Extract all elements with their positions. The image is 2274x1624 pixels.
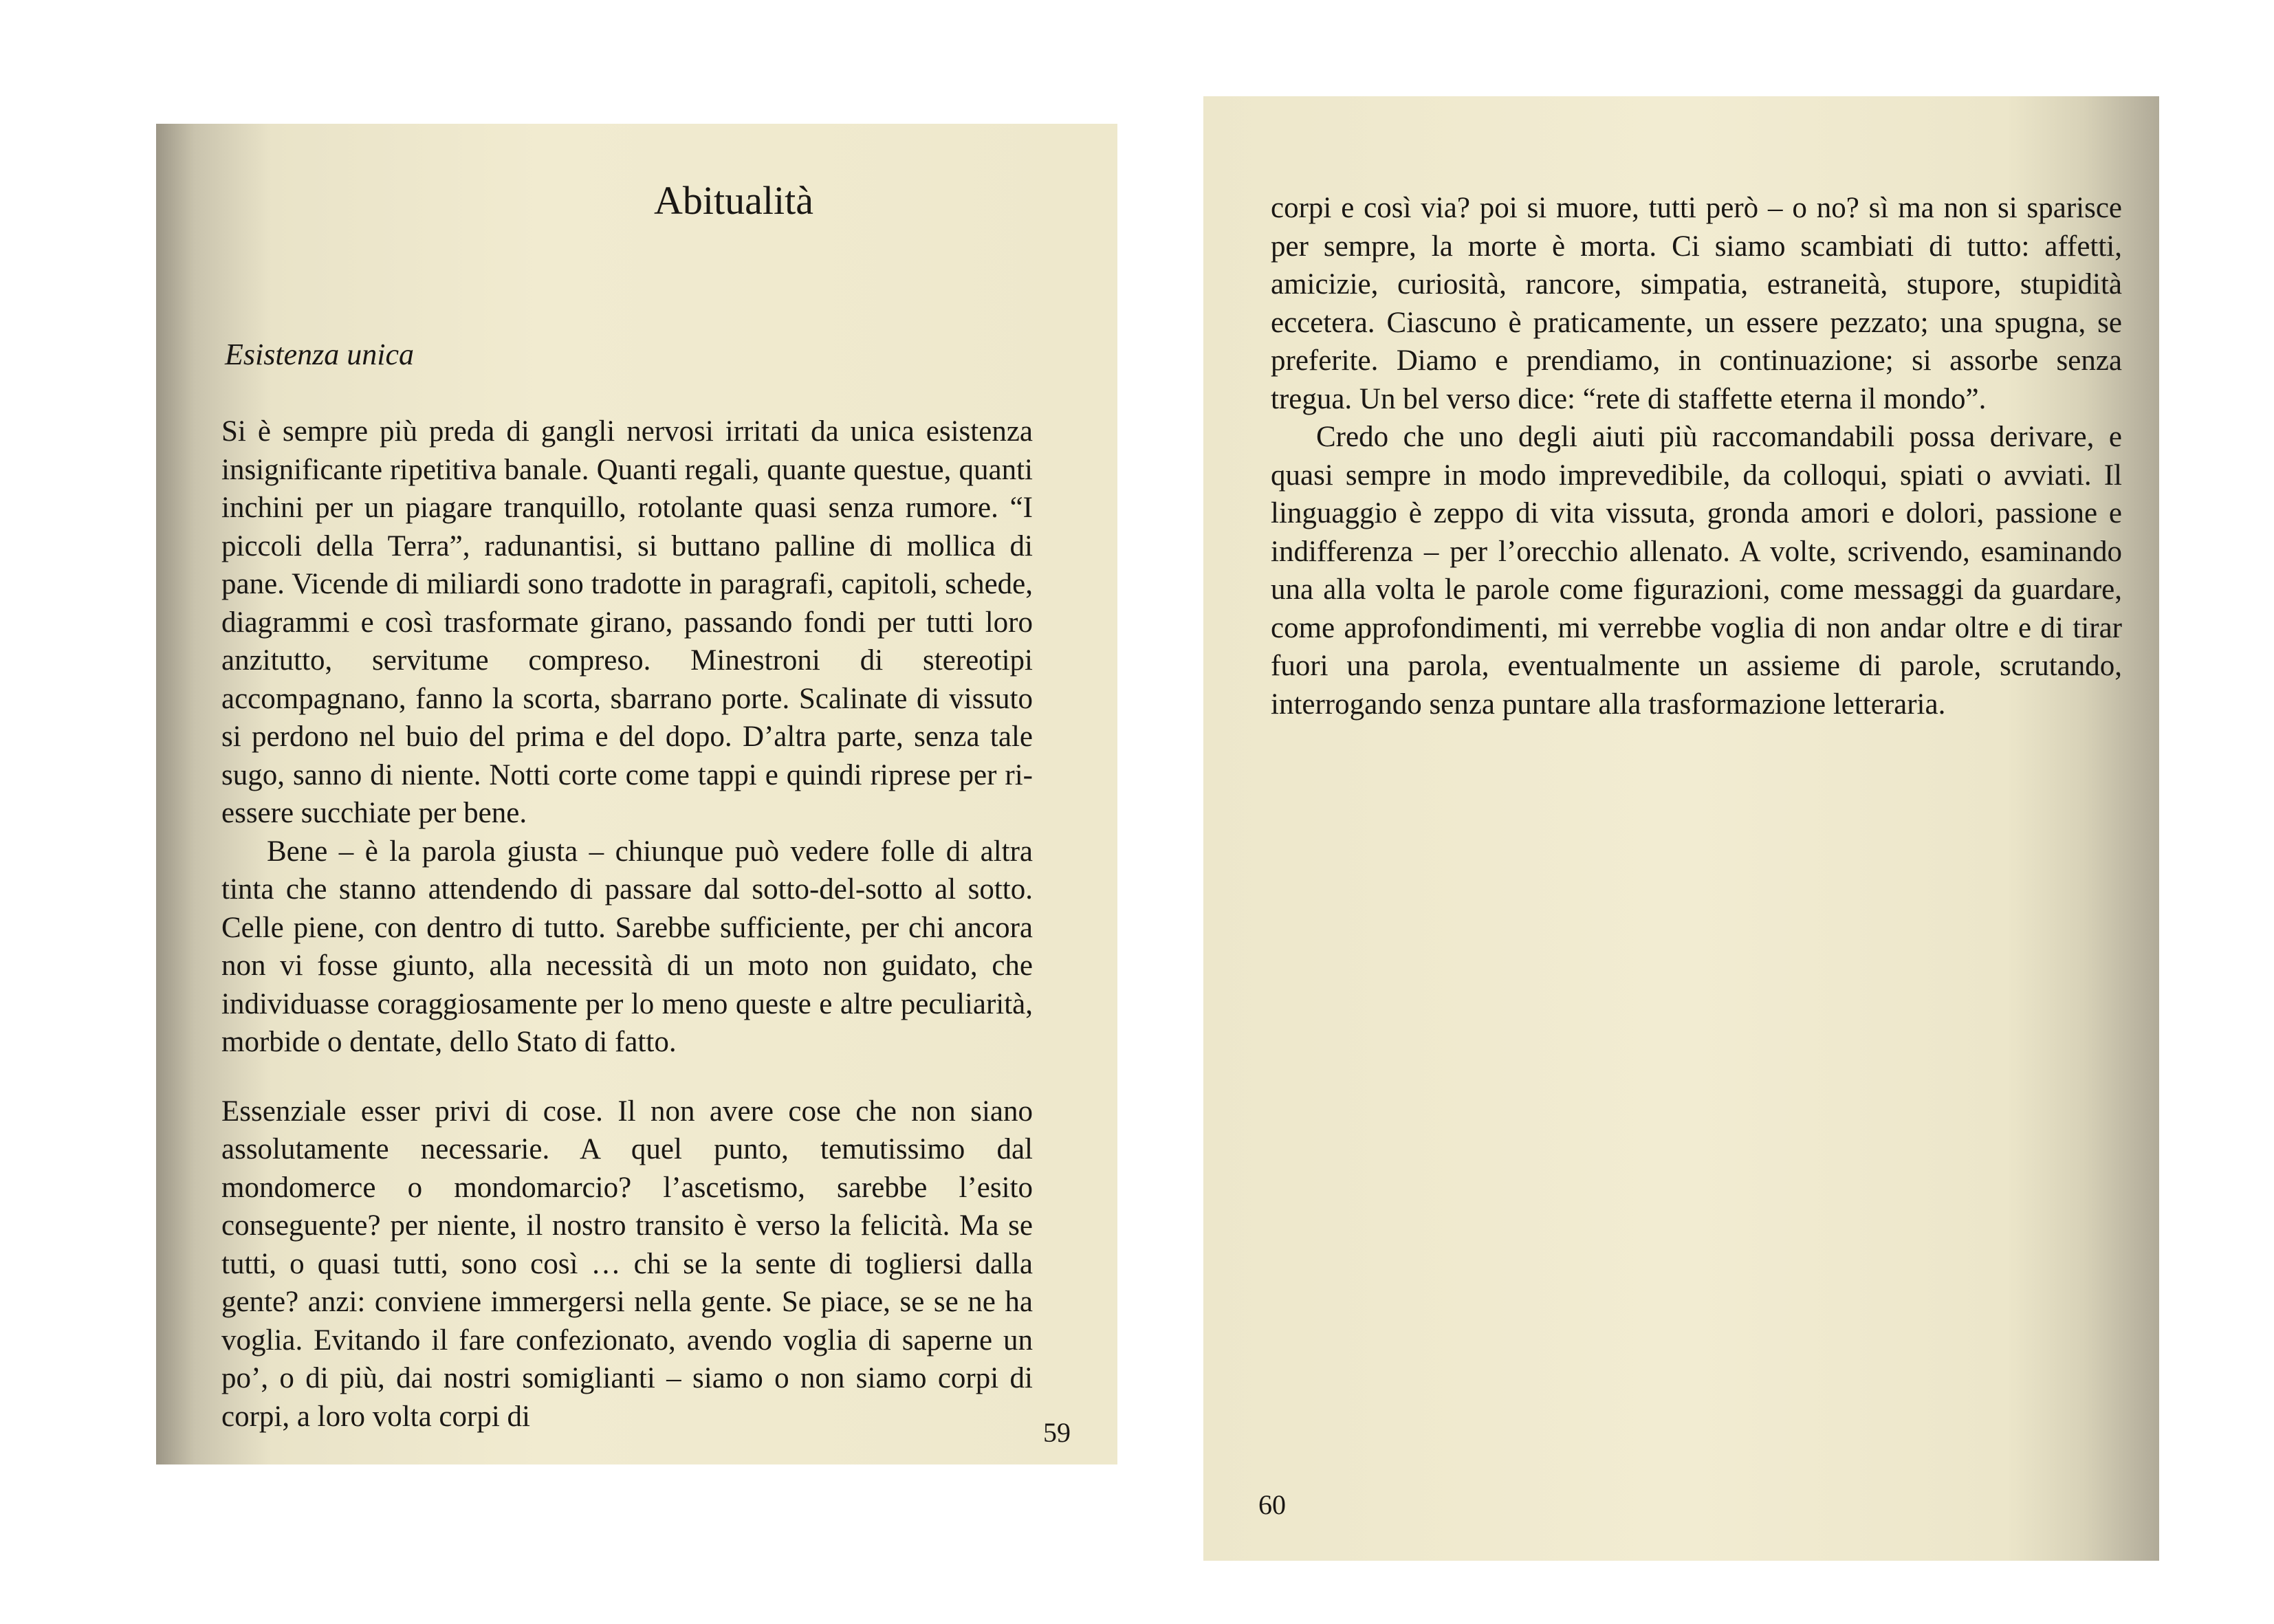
chapter-title: Abitualità [654,178,813,223]
left-page-body [221,413,1033,1436]
section-break [221,1062,1033,1093]
right-page-body [1271,189,2122,723]
page-number: 59 [1043,1417,1071,1448]
paragraph: Credo che uno degli aiuti più raccomandabili possa derivare, e quasi sempre in modo imprevedibile, da colloqui, spiati o avviati. Il linguaggio è zeppo di vita vissuta, gronda amori e dolori, passione e indifferenza – per l’orecchio allenato. A volte, scrivendo, esaminando una alla volta le parole come figurazioni, come messaggi da guardare, come approfondimenti, mi verrebbe voglia di non andar oltre e di tirar fuori una parola, eventualmente un assieme di parole, scrutando, interrogando senza puntare alla trasformazione letteraria. [1271,421,2122,721]
paragraph: Essenziale esser privi di cose. Il non avere cose che non siano assolutamente necessarie. A quel punto, temutissimo dal mondomerce o mondomarcio? l’ascetismo, sarebbe l’esito conseguente? per niente, il nostro transito è verso la felicità. Ma se tutti, o quasi tutti, sono così … chi se la sente di togliersi dalla gente? anzi: conviene immergersi nella gente. Se piace, se se ne ha voglia. Evitando il fare confezionato, avendo voglia di saperne un po’, o di più, dai nostri somiglianti – siamo o non siamo corpi di corpi, a loro volta corpi di [221,1095,1033,1433]
paragraph: corpi e così via? poi si muore, tutti però – o no? sì ma non si sparisce per sempre, la morte è morta. Ci siamo scambiati di tutto: affetti, amicizie, curiosità, rancore, simpatia, estraneità, stupore, stupidità eccetera. Ciascuno è praticamente, un essere pezzato; una spugna, se preferite. Diamo e prendiamo, in continuazione; si assorbe senza tregua. Un bel verso dice: “rete di staffette eterna il mondo”. [1271,192,2122,415]
paragraph: Si è sempre più preda di gangli nervosi irritati da unica esistenza insignificante ripetitiva banale. Quanti regali, quante questue, quanti inchini per un piagare tranquillo, rotolante quasi senza rumore. “I piccoli della Terra”, radunantisi, si buttano palline di mollica di pane. Vicende di miliardi sono tradotte in paragrafi, capitoli, schede, diagrammi e così trasformate girano, passando fondi per tutti loro anzitutto, servitume compreso. Minestroni di stereotipi accompagnano, fanno la scorta, sbarrano porte. Scalinate di vissuto si perdono nel buio del prima e del dopo. D’altra parte, senza tale sugo, sanno di niente. Notti corte come tappi e quindi riprese per ri-essere succhiate per bene. [221,415,1033,829]
left-page [156,124,1117,1464]
paragraph: Bene – è la parola giusta – chiunque può vedere folle di altra tinta che stanno attendendo di passare dal sotto-del-sotto al sotto. Celle piene, con dentro di tutto. Sarebbe sufficiente, per chi ancora non vi fosse giunto, alla necessità di un moto non guidato, che individuasse coraggiosamente per lo meno queste e altre peculiarità, morbide o dentate, dello Stato di fatto. [221,835,1033,1058]
section-title: Esistenza unica [225,338,414,371]
page-number: 60 [1258,1489,1286,1520]
right-page [1203,96,2159,1561]
